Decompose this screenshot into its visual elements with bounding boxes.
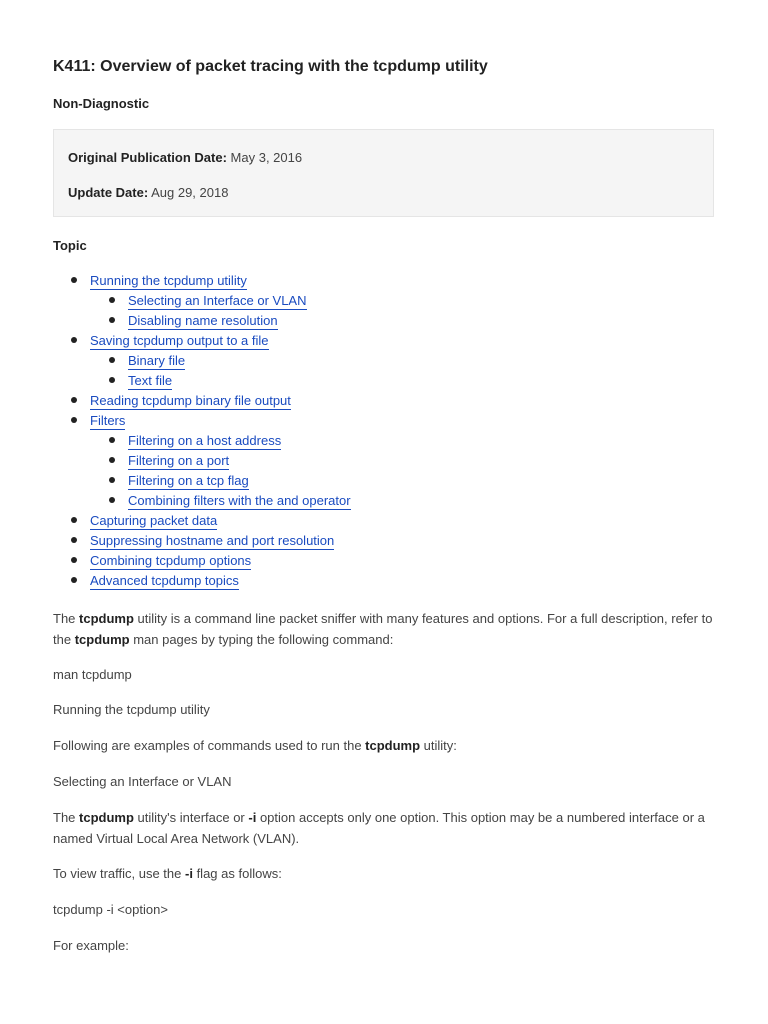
toc-item <box>53 571 351 591</box>
bullet-icon <box>71 557 77 563</box>
toc-link[interactable]: Combining tcpdump options <box>90 553 252 568</box>
bullet-icon <box>71 277 77 283</box>
intro-paragraph: The tcpdump utility is a command line packet sniffer with many features and options. For a full description, refer to the tcpdump man pages by typing the following command: <box>53 611 713 647</box>
update-date <box>68 185 228 200</box>
bullet-icon <box>109 457 115 463</box>
bullet-icon <box>71 517 77 523</box>
toc-item <box>53 431 351 451</box>
toc-link[interactable]: Filtering on a host address <box>128 433 282 448</box>
for-example-text: For example: <box>53 938 129 953</box>
bullet-icon <box>109 377 115 383</box>
bullet-icon <box>71 397 77 403</box>
toc-item <box>53 271 351 291</box>
toc-item <box>53 291 351 311</box>
bullet-icon <box>71 537 77 543</box>
toc-item <box>53 311 351 331</box>
bullet-icon <box>71 337 77 343</box>
toc-link[interactable]: Binary file <box>128 353 186 368</box>
toc-link[interactable]: Disabling name resolution <box>128 313 278 328</box>
toc-item <box>53 411 351 431</box>
table-of-contents <box>53 271 351 591</box>
toc-link[interactable]: Suppressing hostname and port resolution <box>90 533 335 548</box>
article-title: K411: Overview of packet tracing with the tcpdump utility <box>53 58 488 75</box>
toc-link[interactable]: Filters <box>90 413 126 428</box>
update-date-value: Aug 29, 2018 <box>151 185 229 200</box>
bullet-icon <box>109 437 115 443</box>
toc-link[interactable]: Running the tcpdump utility <box>90 273 247 288</box>
toc-link[interactable]: Text file <box>128 373 173 388</box>
toc-item <box>53 491 351 511</box>
toc-link[interactable]: Saving tcpdump output to a file <box>90 333 269 348</box>
tcpdump-i-command: tcpdump -i <option> <box>53 902 168 917</box>
toc-link[interactable]: Reading tcpdump binary file output <box>90 393 291 408</box>
view-traffic-paragraph: To view traffic, use the -i flag as follows: <box>53 866 282 881</box>
section-heading-interface: Selecting an Interface or VLAN <box>53 774 232 789</box>
toc-item <box>53 471 351 491</box>
bullet-icon <box>71 417 77 423</box>
toc-item <box>53 511 351 531</box>
toc-link[interactable]: Capturing packet data <box>90 513 218 528</box>
bullet-icon <box>109 357 115 363</box>
article-classification: Non-Diagnostic <box>53 96 150 111</box>
interface-paragraph: The tcpdump utility's interface or -i option accepts only one option. This option may be a numbered interface or a named Virtual Local Area Network (VLAN). <box>53 810 705 846</box>
toc-link[interactable]: Filtering on a port <box>128 453 230 468</box>
toc-item <box>53 391 351 411</box>
toc-link[interactable]: Filtering on a tcp flag <box>128 473 249 488</box>
toc-item <box>53 551 351 571</box>
examples-intro: Following are examples of commands used to run the tcpdump utility: <box>53 738 457 753</box>
toc-link[interactable]: Selecting an Interface or VLAN <box>128 293 307 308</box>
bullet-icon <box>109 317 115 323</box>
original-date-label: Original Publication Date: <box>68 150 227 165</box>
bullet-icon <box>109 297 115 303</box>
bullet-icon <box>109 477 115 483</box>
bullet-icon <box>71 577 77 583</box>
original-publication-date <box>68 150 302 165</box>
toc-item <box>53 451 351 471</box>
date-info-box <box>53 129 714 217</box>
toc-link[interactable]: Combining filters with the and operator <box>128 493 351 508</box>
original-date-value: May 3, 2016 <box>230 150 303 165</box>
topic-heading: Topic <box>53 238 87 253</box>
man-command: man tcpdump <box>53 667 132 682</box>
toc-item <box>53 351 351 371</box>
section-heading-running: Running the tcpdump utility <box>53 702 210 717</box>
bullet-icon <box>109 497 115 503</box>
toc-item <box>53 331 351 351</box>
update-date-label: Update Date: <box>68 185 149 200</box>
toc-item <box>53 371 351 391</box>
toc-link[interactable]: Advanced tcpdump topics <box>90 573 239 588</box>
toc-item <box>53 531 351 551</box>
